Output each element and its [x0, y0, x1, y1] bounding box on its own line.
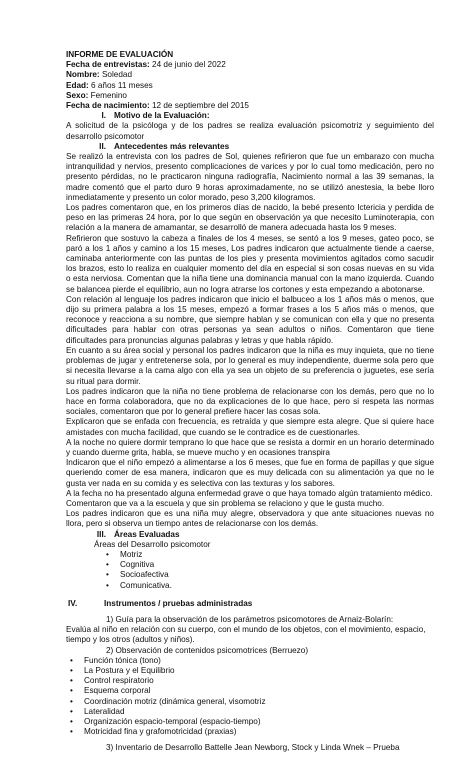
area-item: • Cognitiva [120, 560, 434, 570]
paragraph: Los padres indicaron que es una niña muy alegre, observadora y que ante situaciones nuevas no llora, pero si observa un tiempo antes de relacionarse con los demás. [66, 509, 434, 529]
contents-list [66, 656, 434, 738]
paragraph: Comentaron que va a la escuela y que sin problema se relaciono y que le gusta mucho. [66, 498, 385, 508]
field-value: 24 de junio del 2022 [149, 60, 226, 70]
field-row [66, 91, 434, 101]
content-item: • Motricidad fina y grafomotricidad (praxias) [84, 727, 434, 737]
section-number: III. [96, 529, 106, 539]
field-label: Sexo: [66, 90, 89, 100]
section-1-heading [78, 111, 434, 121]
section-title: Antecedentes más relevantes [114, 141, 230, 151]
field-row [66, 101, 434, 111]
field-row [66, 70, 434, 80]
section-title: Motivo de la Evaluación: [114, 111, 210, 121]
paragraph: Explicaron que se enfada con frecuencia, es retraída y que siempre esta alegre. Que si quiere hace amistades con mucha facilidad, que cuando se le contradice es de cuestionarles. [66, 417, 434, 437]
field-label: Edad: [66, 80, 89, 90]
section-number: II. [99, 141, 106, 151]
paragraph: Indicaron que el niño empezó a alimentarse a los 6 meses, que fue en forma de papillas y que sigue queriendo comer de esa manera, indicaron que es muy delicada con su alimentación ya que no le gusta ver nada en su comida y es selectiva con las texturas y los sabores. [66, 458, 434, 488]
field-value: Femenino [88, 90, 127, 100]
areas-subtitle: Áreas del Desarrollo psicomotor [94, 539, 211, 549]
field-value: 6 años 11 meses [88, 80, 153, 90]
field-row [66, 81, 434, 91]
content-item: • La Postura y el Equilibrio [84, 666, 434, 676]
paragraph: Los padres indicaron que la niña no tiene problema de relacionarse con los demás, pero que no lo hace en forma colaboradora, que no da explicaciones de lo que hace, pero si respeta las normas sociales, comentaron que por lo general prefiere hacer las cosas sola. [66, 386, 434, 417]
instrument-item-1: 1) Guía para la observación de los parámetros psicomotores de Arnaiz-Bolarín: [106, 614, 394, 624]
areas-list [66, 550, 434, 591]
content-item: • Lateralidad [84, 707, 434, 717]
content-item: • Control respiratorio [84, 676, 434, 686]
section-number: I. [101, 111, 106, 121]
content-item: • Coordinación motriz (dinámica general, visomotriz [84, 697, 434, 707]
paragraph: Se realizó la entrevista con los padres de Sol, quienes refirieron que fue un embarazo con mucha intranquilidad y nervios, presento complicaciones de varices y por lo cual tomo medicación, pero no presento pérdidas, no le practicaron ninguna radiografía, Nacimiento normal a las 39 semanas, la madre comentó que el parto duro 9 horas aproximadamente, no se utilizó anestesia, la bebe lloro inmediatamente y presento un color morado, peso 3,200 kilogramos. [66, 152, 434, 202]
instrument-item-2: 2) Observación de contenidos psicomotrices (Berruezo) [106, 645, 309, 655]
field-row [66, 60, 434, 70]
field-value: Soledad [99, 70, 132, 80]
section-title: Áreas Evaluadas [114, 529, 180, 539]
paragraph: Refirieron que sostuvo la cabeza a finales de los 4 meses, se sentó a los 9 meses, gateo poco, se paró a los 1 años y camino a los 15 meses, Los padres indicaron que actualmente tiende a caerse, caminaba anteriormente con las puntas de los pies y presenta movimientos agitados como sacudir los brazos, esto lo realiza en cualquier momento del día en especial si son cosas nuevas en su vida o esta nerviosa. Comentan que la niña tiene una dominancia manual con la mano izquierda. Cuando se balancea pierde el equilibrio, aun no logra atrarse los cortones y esta empezando a abotonarse. [66, 233, 434, 294]
content-item: • Esquema corporal [84, 686, 434, 696]
antecedents-paragraphs [66, 152, 434, 530]
section-4-heading [68, 599, 434, 609]
area-item: • Motriz [120, 550, 434, 560]
section-1-text: A solicitud de la psicóloga y de los padres se realiza evaluación psicomotriz y seguimiento del desarrollo psicomotor [66, 121, 434, 141]
area-item: • Socioafectiva [120, 570, 434, 580]
document-title: INFORME DE EVALUACIÓN [66, 50, 174, 59]
section-number: IV. [68, 598, 78, 608]
paragraph: En cuanto a su área social y personal los padres indicaron que la niña es muy inquieta, que no tiene problemas de jugar y entretenerse sola, por lo general es muy independiente, duerme sola pero que si necesita llevarse a la cama algo con ella ya sea un objeto de su preferencia o juguetes, ese sería su ritual para dormir. [66, 345, 434, 386]
content-item: • Organización espacio-temporal (espacio-tiempo) [84, 717, 434, 727]
section-3-heading [78, 530, 434, 540]
field-label: Fecha de entrevistas: [66, 60, 150, 70]
field-label: Nombre: [66, 70, 100, 80]
content-item: • Función tónica (tono) [84, 656, 434, 666]
instrument-item-1-text: Evalúa al niño en relación con su cuerpo, con el mundo de los objetos, con el movimiento, espacio, tiempo y los otros (adultos y niños). [66, 625, 426, 645]
field-value: 12 de septiembre del 2015 [149, 101, 249, 111]
area-item: • Comunicativa. [120, 581, 434, 591]
paragraph: Los padres comentaron que, en los primeros días de nacido, la bebé presento Ictericia y perdida de peso en las primeras 24 hora, por lo que según en observación ya que necesito Luminoterapia, con relación a la manera de amamantar, se desarrolló de manera adecuada hasta los 9 meses. [66, 203, 434, 233]
field-label: Fecha de nacimiento: [66, 101, 150, 111]
paragraph: Con relación al lenguaje los padres indicaron que inicio el balbuceo a los 1 años más o menos, que dijo su primera palabra a los 15 meses, empezó a formar frases a los 5 años más o menos, que reconoce y reacciona a su nombre, que siempre hablan y se comunican con ella y que no presenta dificultades para hablar con otras personas ya sean adultos o niños. Comentaron que tiene dificultades para pronuncias algunas palabras y letras y que habla rápido. [66, 294, 434, 345]
patient-fields [66, 60, 434, 111]
section-2-heading [78, 142, 434, 152]
instrument-item-3: 3) Inventario de Desarrollo Battelle Jean Newborg, Stock y Linda Wnek – Prueba [106, 743, 400, 753]
section-title: Instrumentos / pruebas administradas [104, 598, 253, 608]
paragraph: A la noche no quiere dormir temprano lo que hace que se resista a dormir en un horario determinado y cuando duerme grita, habla, se mueve mucho y en ocasiones transpira [66, 437, 434, 457]
paragraph: A la fecha no ha presentado alguna enfermedad grave o que haya tomado algún tratamiento médico. [66, 488, 433, 498]
